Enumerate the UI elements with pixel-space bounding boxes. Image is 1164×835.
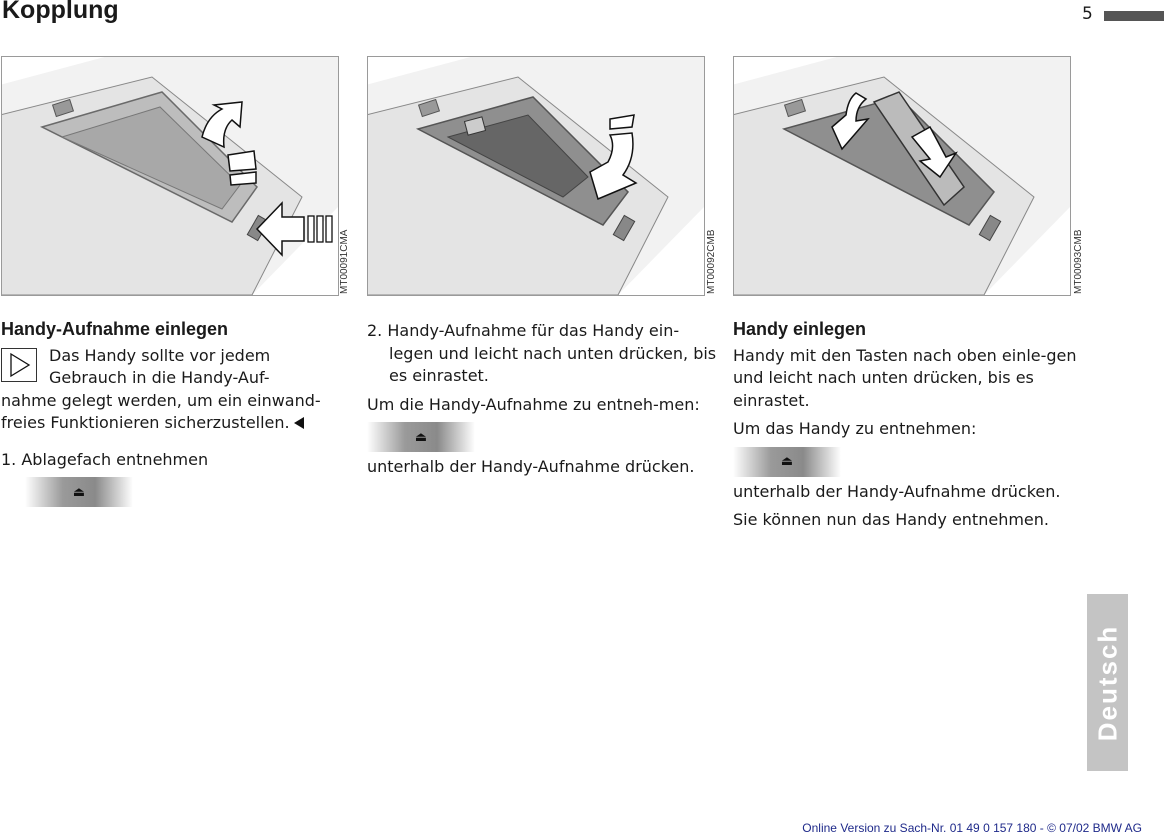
- figure-2-code: MT00092CMB: [706, 229, 717, 294]
- column-1: [1, 318, 353, 511]
- eject-icon: ⏏: [780, 454, 794, 469]
- insert-phone-text: Handy mit den Tasten nach oben einle-gen und leicht nach unten drücken, bis es einrastet.: [733, 345, 1077, 410]
- eject-button-image: [367, 422, 475, 452]
- take-phone-text: Sie können nun das Handy entnehmen.: [733, 510, 1049, 529]
- column-2: [367, 318, 717, 485]
- remove-holder-intro: Um die Handy-Aufnahme zu entneh-men:: [367, 394, 700, 414]
- footer-note: Online Version zu Sach-Nr. 01 49 0 157 180 - © 07/02 BMW AG: [802, 821, 1142, 835]
- remove-phone-intro: Um das Handy zu entnehmen:: [733, 419, 977, 438]
- note-line-1: Das Handy sollte vor jedem: [49, 345, 271, 365]
- end-of-note-icon: [294, 417, 304, 429]
- page-title: Kopplung: [2, 0, 119, 24]
- press-below-holder-text: unterhalb der Handy-Aufnahme drücken.: [733, 481, 1061, 501]
- language-tab-label: Deutsch: [1092, 624, 1122, 741]
- column-3: [733, 318, 1083, 538]
- step-2: 2. Handy-Aufnahme für das Handy ein-legen und leicht nach unten drücken, bis es einrastet.: [367, 321, 717, 385]
- heading-handy-einlegen: Handy einlegen: [733, 319, 867, 339]
- eject-icon: ⏏: [72, 484, 86, 500]
- eject-icon: ⏏: [414, 429, 428, 445]
- heading-handy-aufnahme-einlegen: Handy-Aufnahme einlegen: [1, 319, 229, 339]
- press-below-holder-text: unterhalb der Handy-Aufnahme drücken.: [367, 457, 695, 476]
- figure-3-code: MT00093CMB: [1073, 229, 1084, 294]
- language-tab: [1087, 594, 1128, 771]
- page-number: 5: [1082, 4, 1093, 24]
- page-marker-bar: [1104, 11, 1164, 21]
- eject-button-image: [733, 447, 841, 477]
- note-block: [1, 345, 353, 435]
- note-line-2: Gebrauch in die Handy-Auf-: [49, 368, 270, 387]
- figure-2-illustration: [367, 56, 705, 296]
- figure-1-illustration: [1, 56, 339, 296]
- eject-button-image: [25, 477, 133, 507]
- step-1: 1. Ablagefach entnehmen: [1, 449, 209, 469]
- note-triangle-icon: [1, 348, 37, 382]
- note-text: nahme gelegt werden, um ein einwand-freies Funktionieren sicherzustellen.: [1, 390, 321, 432]
- figure-1-code: MT00091CMA: [339, 229, 350, 294]
- figure-3-illustration: [733, 56, 1071, 296]
